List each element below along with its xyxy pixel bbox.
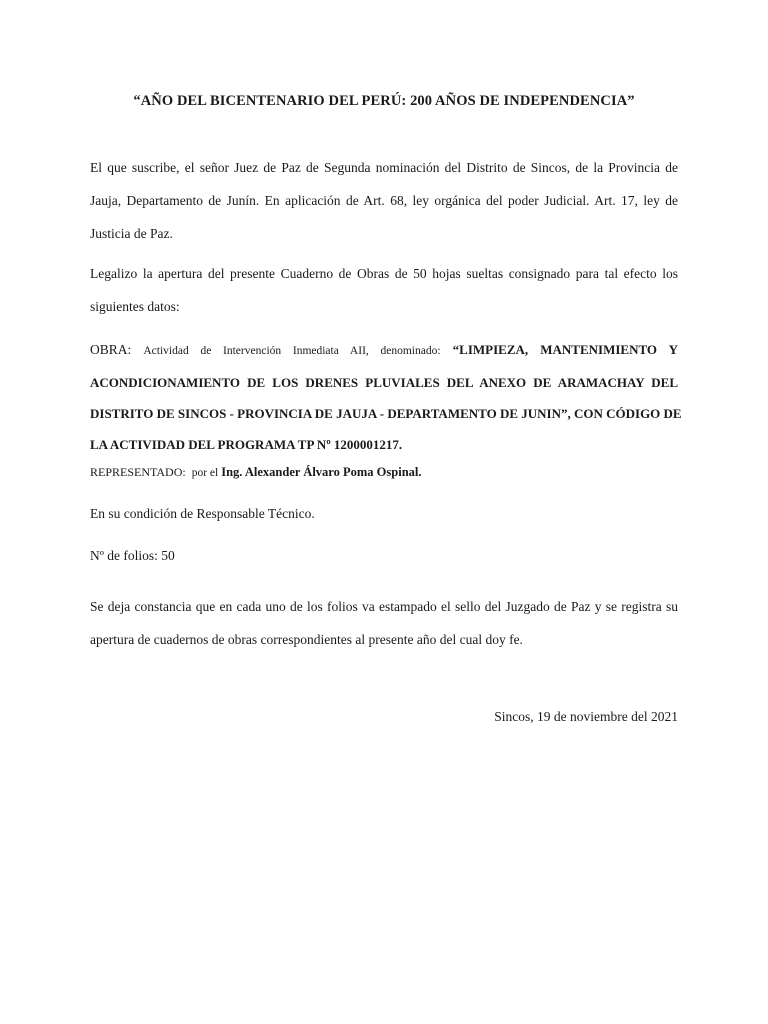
- obra-title-start: “LIMPIEZA, MANTENIMIENTO Y: [452, 342, 679, 357]
- representado-name: Ing. Alexander Álvaro Poma Ospinal.: [221, 465, 422, 479]
- document-title: “AÑO DEL BICENTENARIO DEL PERÚ: 200 AÑOS DE INDEPENDENCIA”: [133, 93, 635, 109]
- intro-line: Jauja, Departamento de Junín. En aplicación de Art. 68, ley orgánica del poder Judicial. Art. 17, ley de: [90, 193, 678, 208]
- condicion-line: En su condición de Responsable Técnico.: [90, 506, 315, 521]
- constancia-paragraph: [90, 590, 678, 656]
- obra-prefix: Actividad de Intervención Inmediata AII, denominado:: [143, 345, 441, 357]
- representado-label: REPRESENTADO:: [90, 465, 186, 479]
- constancia-line: apertura de cuadernos de obras correspondientes al presente año del cual doy fe.: [90, 632, 523, 647]
- representado-prefix: por el: [191, 467, 219, 479]
- legalizo-line: siguientes datos:: [90, 299, 180, 314]
- obra-title-line: ACONDICIONAMIENTO DE LOS DRENES PLUVIALES DEL ANEXO DE ARAMACHAY DEL: [90, 375, 678, 390]
- constancia-line: Se deja constancia que en cada uno de los folios va estampado el sello del Juzgado de Paz y se registra su: [90, 599, 678, 614]
- folios-line: Nº de folios: 50: [90, 548, 175, 563]
- obra-title-line: LA ACTIVIDAD DEL PROGRAMA TP Nº 1200001217.: [90, 437, 403, 452]
- obra-label: OBRA:: [90, 342, 132, 357]
- legalizo-paragraph: [90, 257, 678, 323]
- representado-line: [90, 465, 422, 480]
- legalizo-line: Legalizo la apertura del presente Cuaderno de Obras de 50 hojas sueltas consignado para tal efecto los: [90, 266, 678, 281]
- intro-line: Justicia de Paz.: [90, 226, 173, 241]
- obra-paragraph: [90, 334, 682, 460]
- intro-paragraph: [90, 151, 678, 250]
- intro-line: El que suscribe, el señor Juez de Paz de Segunda nominación del Distrito de Sincos, de la Provincia de: [90, 160, 678, 175]
- obra-title-line: DISTRITO DE SINCOS - PROVINCIA DE JAUJA - DEPARTAMENTO DE JUNIN”, CON CÓDIGO DE: [90, 406, 682, 421]
- obra-first-line: [90, 334, 678, 367]
- place-date: Sincos, 19 de noviembre del 2021: [494, 709, 678, 724]
